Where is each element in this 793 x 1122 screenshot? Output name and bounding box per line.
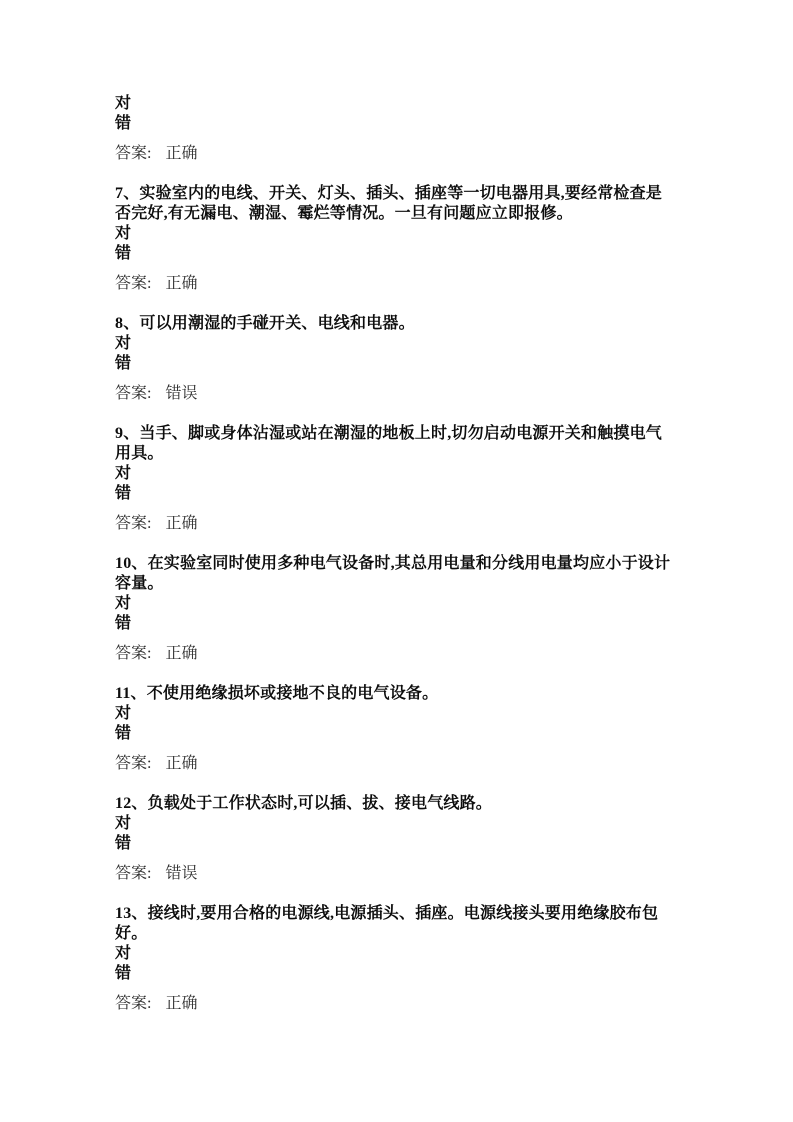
option-true-label: 对 [115,465,132,482]
option-false-label: 错 [115,725,132,742]
answer-value: 正确 [165,755,198,772]
answer-line [115,514,677,534]
question-text: 11、不使用绝缘损坏或接地不良的电气设备。 [115,685,439,702]
question-block [115,684,677,774]
document-page [115,94,677,1122]
answer-value: 正确 [165,995,198,1012]
answer-line [115,384,677,404]
option-true-label: 对 [115,945,132,962]
answer-label: 答案: [115,385,152,402]
question-block [115,794,677,884]
answer-label: 答案: [115,645,152,662]
answer-value: 正确 [165,275,198,292]
question-list [115,94,677,1014]
option-false-label: 错 [115,965,132,982]
question-block [115,94,677,164]
question-block [115,314,677,404]
option-false-label: 错 [115,355,132,372]
question-text: 8、可以用潮湿的手碰开关、电线和电器。 [115,315,415,332]
option-true-label: 对 [115,595,132,612]
question-block [115,554,677,664]
option-false-label: 错 [115,115,132,132]
answer-line [115,644,677,664]
answer-line [115,274,677,294]
answer-label: 答案: [115,145,152,162]
answer-line [115,754,677,774]
answer-value: 正确 [165,145,198,162]
answer-label: 答案: [115,755,152,772]
option-false-label: 错 [115,615,132,632]
answer-label: 答案: [115,865,152,882]
answer-value: 错误 [165,385,198,402]
answer-value: 正确 [165,645,198,662]
option-true-label: 对 [115,705,132,722]
answer-label: 答案: [115,515,152,532]
question-text: 10、在实验室同时使用多种电气设备时,其总用电量和分线用电量均应小于设计容量。 [115,555,671,592]
answer-label: 答案: [115,275,152,292]
option-true-label: 对 [115,225,132,242]
option-false-label: 错 [115,485,132,502]
answer-value: 正确 [165,515,198,532]
answer-label: 答案: [115,995,152,1012]
question-text: 13、接线时,要用合格的电源线,电源插头、插座。电源线接头要用绝缘胶布包好。 [115,905,659,942]
answer-line [115,864,677,884]
answer-value: 错误 [165,865,198,882]
answer-line [115,144,677,164]
answer-line [115,994,677,1014]
option-false-label: 错 [115,245,132,262]
question-text: 9、当手、脚或身体沾湿或站在潮湿的地板上时,切勿启动电源开关和触摸电气用具。 [115,425,663,462]
option-true-label: 对 [115,95,132,112]
question-text: 7、实验室内的电线、开关、灯头、插头、插座等一切电器用具,要经常检查是否完好,有无漏电、潮湿、霉烂等情况。一旦有问题应立即报修。 [115,185,663,222]
option-false-label: 错 [115,835,132,852]
option-true-label: 对 [115,815,132,832]
question-block [115,184,677,294]
question-text: 12、负载处于工作状态时,可以插、拔、接电气线路。 [115,795,493,812]
question-block [115,904,677,1014]
option-true-label: 对 [115,335,132,352]
question-block [115,424,677,534]
